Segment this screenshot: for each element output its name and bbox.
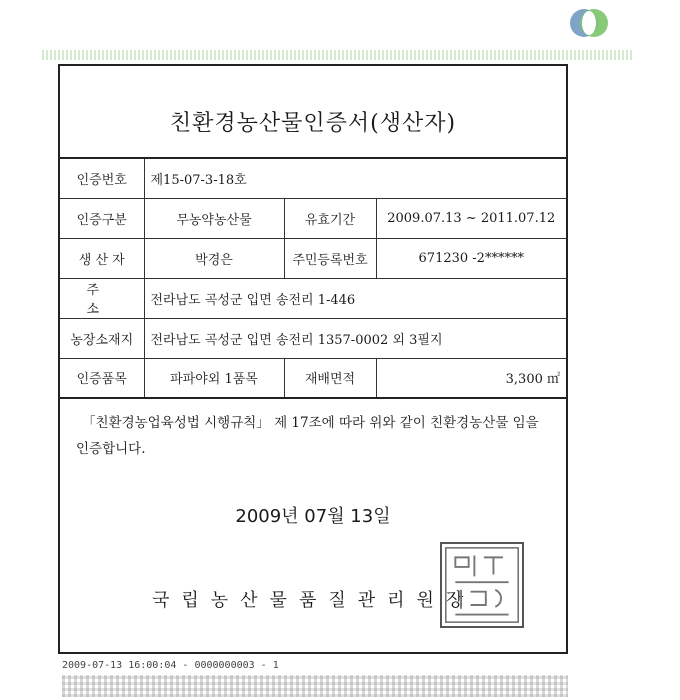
- cert-type-value: 무농약농산물: [144, 198, 284, 238]
- table-row: [60, 278, 566, 318]
- resident-number-value: 671230 -2******: [376, 238, 566, 278]
- table-row: [60, 358, 566, 398]
- cultivation-area-label: 재배면적: [284, 358, 376, 398]
- certificate-frame: [58, 64, 568, 654]
- print-timestamp: 2009-07-13 16:00:04 - 0000000003 - 1: [62, 660, 279, 671]
- certification-statement: 「친환경농업육성법 시행규칙」 제 17조에 따라 위와 같이 친환경농산물 임을 인증합니다.: [76, 415, 539, 457]
- cert-item-label: 인증품목: [60, 358, 144, 398]
- producer-value: 박경은: [144, 238, 284, 278]
- table-row: [60, 238, 566, 278]
- certificate-info-table: [60, 157, 566, 399]
- cert-item-value: 파파야외 1품목: [144, 358, 284, 398]
- cert-number-label: 인증번호: [60, 158, 144, 198]
- security-pattern: [62, 675, 568, 697]
- farm-location-label: 농장소재지: [60, 318, 144, 358]
- farm-location-value: 전라남도 곡성군 입면 송전리 1357-0002 외 3필지: [144, 318, 566, 358]
- resident-number-label: 주민등록번호: [284, 238, 376, 278]
- validity-label: 유효기간: [284, 198, 376, 238]
- table-row: [60, 198, 566, 238]
- cert-number-value: 제15-07-3-18호: [144, 158, 566, 198]
- issue-date: 2009년 07월 13일: [235, 506, 391, 527]
- table-row: [60, 158, 566, 198]
- cert-type-label: 인증구분: [60, 198, 144, 238]
- validity-value: 2009.07.13 ~ 2011.07.12: [376, 198, 566, 238]
- table-row: [60, 318, 566, 358]
- address-label: 주 소: [60, 278, 144, 318]
- cultivation-area-value: 3,300 ㎡: [376, 358, 566, 398]
- address-value: 전라남도 곡성군 입면 송전리 1-446: [144, 278, 566, 318]
- certificate-title: 친환경농산물인증서(생산자): [169, 111, 457, 136]
- issuer-name: 국립농산물품질관리원장: [152, 590, 476, 611]
- producer-label: 생 산 자: [60, 238, 144, 278]
- certification-logo: [558, 5, 618, 41]
- decorative-border-band: [42, 50, 632, 60]
- official-seal: [440, 542, 524, 628]
